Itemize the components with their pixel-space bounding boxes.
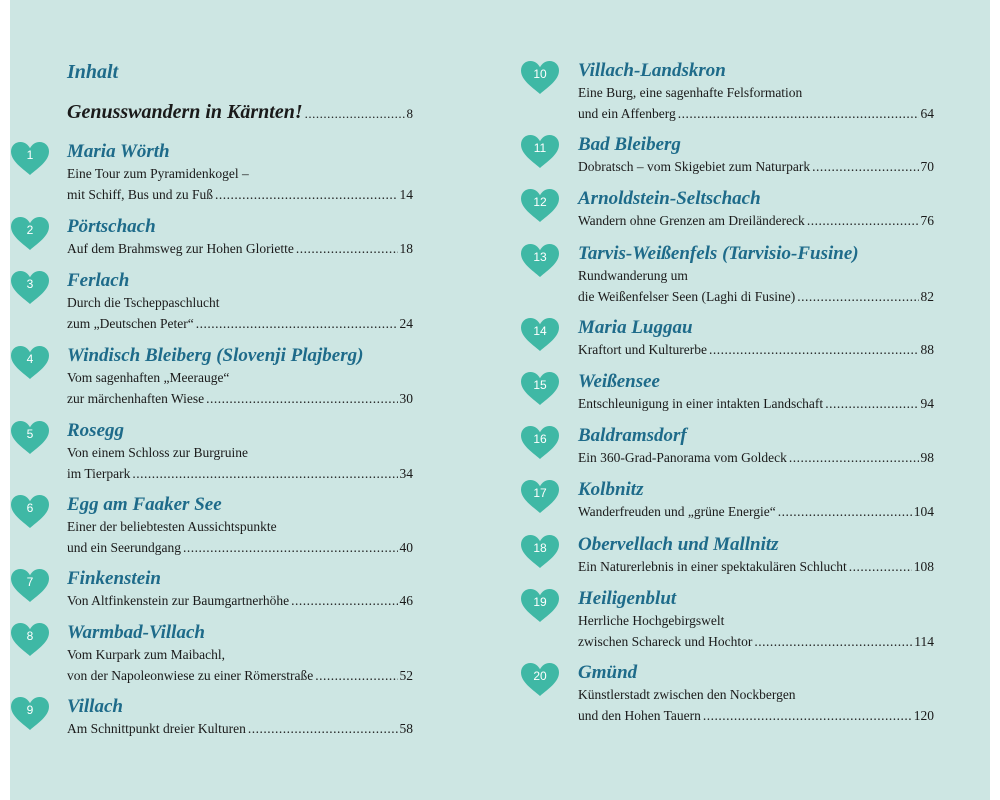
heart-icon [520,534,560,570]
entry-page-number: 104 [913,504,934,519]
entry-content [578,662,934,726]
entry-description-line: Künstlerstadt zwischen den Nockbergen [578,687,796,702]
entry-description [578,210,934,231]
entry-page-number: 94 [920,396,934,411]
entry-content [67,420,413,484]
entry-page-line [578,556,934,577]
entry-content [578,60,934,124]
heart-icon [520,188,560,224]
entry-page-line [67,313,413,334]
heart-icon [520,425,560,461]
entry-number: 17 [533,486,547,500]
entry-content [578,534,934,577]
entry-content [578,188,934,231]
entry-description-line: Ein 360-Grad-Panorama vom Goldeck [578,450,787,465]
entry-description-line: Eine Burg, eine sagenhafte Felsformation [578,85,803,100]
leader-dots [807,210,919,231]
entry-description-line: im Tierpark [67,466,131,481]
entry-content [67,696,413,739]
heart-icon [10,420,50,456]
entry-number: 5 [26,427,34,441]
heart-icon [520,662,560,698]
leader-dots [196,313,398,334]
entry-description [578,156,934,177]
entry-content [578,479,934,522]
entry-page-number: 18 [399,241,413,256]
entry-content [578,317,934,360]
entry-description-line: Kraftort und Kulturerbe [578,342,707,357]
entry-number: 4 [26,352,34,366]
heart-icon [10,345,50,381]
heart-icon [10,216,50,252]
entry-content [578,243,934,307]
entry-content [67,568,413,611]
entry-title[interactable]: Warmbad-Villach [67,622,205,643]
entry-description-line: Entschleunigung in einer intakten Landschaft [578,396,824,411]
entry-description [67,590,413,611]
intro-title: Genusswandern in Kärnten! [67,101,303,123]
entry-title[interactable]: Tarvis-Weißenfels (Tarvisio-Fusine) [578,243,859,264]
leader-dots [709,339,919,360]
leader-dots [291,590,397,611]
entry-description-line: Von einem Schloss zur Burgruine [67,445,248,460]
leader-dots [703,705,912,726]
entry-number: 15 [533,378,547,392]
leader-dots [797,286,918,307]
entry-page-line [578,339,934,360]
entry-content [67,216,413,259]
entry-description [578,501,934,522]
heart-icon [10,270,50,306]
entry-title[interactable]: Kolbnitz [578,479,644,500]
heart-icon [520,479,560,515]
leader-dots [825,393,918,414]
entry-page-line [67,238,413,259]
entry-page-line [67,665,413,686]
entry-title[interactable]: Finkenstein [67,568,161,589]
leader-dots [778,501,912,522]
entry-description [578,82,934,124]
entry-page-number: 114 [914,634,934,649]
entry-page-line [578,210,934,231]
heart-icon [10,696,50,732]
entry-number: 9 [26,703,34,717]
entry-title[interactable]: Egg am Faaker See [67,494,222,515]
entry-page-line [578,286,934,307]
entry-description-line: zwischen Schareck und Hochtor [578,634,753,649]
entry-description-line: zum „Deutschen Peter“ [67,316,194,331]
entry-description [578,393,934,414]
entry-description [578,684,934,726]
entry-title[interactable]: Obervellach und Mallnitz [578,534,779,555]
heart-icon [520,243,560,279]
entry-page-number: 88 [920,342,934,357]
toc-page [10,0,990,800]
entry-page-number: 76 [920,213,934,228]
leader-dots [132,463,397,484]
entry-description [578,447,934,468]
entry-page-number: 30 [399,391,413,406]
leader-dots [248,718,398,739]
entry-page-number: 34 [399,466,413,481]
entry-description [67,442,413,484]
entry-page-line [578,501,934,522]
entry-title[interactable]: Rosegg [67,420,124,441]
entry-description-line: mit Schiff, Bus und zu Fuß [67,187,214,202]
entry-description-line: Durch die Tscheppaschlucht [67,295,220,310]
entry-page-number: 52 [399,668,413,683]
heart-icon [10,568,50,604]
entry-description [67,644,413,686]
leader-dots [849,556,912,577]
entry-page-number: 14 [399,187,413,202]
entry-number: 8 [26,629,34,643]
entry-number: 3 [26,277,34,291]
entry-title[interactable]: Bad Bleiberg [578,134,681,155]
entry-page-line [67,184,413,205]
entry-description-line: Einer der beliebtesten Aussichtspunkte [67,519,277,534]
leader-dots [754,631,912,652]
entry-page-line [578,393,934,414]
entry-content [67,494,413,558]
entry-page-number: 58 [399,721,413,736]
entry-description-line: Herrliche Hochgebirgswelt [578,613,725,628]
entry-title[interactable]: Maria Wörth [67,141,170,162]
toc-intro-entry[interactable] [67,100,413,126]
leader-dots [296,238,398,259]
entry-description-line: und den Hohen Tauern [578,708,701,723]
entry-title[interactable]: Ferlach [67,270,130,291]
entry-description [67,718,413,739]
entry-page-number: 40 [399,540,413,555]
entry-number: 10 [533,67,547,81]
entry-page-number: 64 [920,106,934,121]
entry-description-line: Ein Naturerlebnis in einer spektakulären Schlucht [578,559,847,574]
intro-page: 8 [406,106,413,121]
entry-description-line: zur märchenhaften Wiese [67,391,205,406]
entry-content [578,371,934,414]
entry-description [67,238,413,259]
entry-content [578,588,934,652]
entry-description [578,556,934,577]
entry-page-line [578,631,934,652]
entry-number: 1 [26,148,34,162]
entry-description [67,292,413,334]
entry-number: 20 [533,669,547,683]
entry-number: 13 [533,250,547,264]
entry-page-line [67,388,413,409]
entry-number: 18 [533,541,547,555]
leader-dots [315,665,397,686]
entry-title[interactable]: Heiligenblut [578,588,677,609]
entry-description-line: Von Altfinkenstein zur Baumgartnerhöhe [67,593,290,608]
entry-title[interactable]: Villach-Landskron [578,60,726,81]
entry-page-line [578,103,934,124]
entry-title[interactable]: Arnoldstein-Seltschach [578,188,761,209]
entry-description [67,163,413,205]
entry-title[interactable]: Windisch Bleiberg (Slovenji Plajberg) [67,345,364,366]
entry-number: 7 [26,575,34,589]
entry-number: 14 [533,324,547,338]
entry-title[interactable]: Pörtschach [67,216,156,237]
entry-description-line: die Weißenfelser Seen (Laghi di Fusine) [578,289,796,304]
entry-description [67,367,413,409]
leader-dots [183,537,398,558]
entry-content [67,622,413,686]
entry-number: 16 [533,432,547,446]
entry-number: 19 [533,595,547,609]
entry-content [67,345,413,409]
entry-page-number: 120 [913,708,934,723]
entry-page-number: 24 [399,316,413,331]
leader-dots [678,103,919,124]
entry-page-number: 70 [920,159,934,174]
heart-icon [10,494,50,530]
heart-icon [520,588,560,624]
entry-description-line: Auf dem Brahmsweg zur Hohen Gloriette [67,241,294,256]
entry-title[interactable]: Weißensee [578,371,660,392]
entry-description [578,610,934,652]
entry-page-line [578,705,934,726]
entry-description-line: Wanderfreuden und „grüne Energie“ [578,504,776,519]
entry-page-line [67,463,413,484]
entry-number: 11 [533,141,547,155]
entry-description-line: von der Napoleonwiese zu einer Römerstraße [67,668,314,683]
entry-page-line [67,718,413,739]
entry-title[interactable]: Maria Luggau [578,317,693,338]
entry-content [578,425,934,468]
entry-content [67,141,413,205]
leader-dots [305,102,405,126]
entry-page-line [578,447,934,468]
entry-description-line: Vom sagenhaften „Meerauge“ [67,370,230,385]
heart-icon [520,317,560,353]
entry-content [578,134,934,177]
entry-description-line: und ein Affenberg [578,106,676,121]
entry-number: 2 [26,223,34,237]
heart-icon [10,622,50,658]
entry-description-line: Am Schnittpunkt dreier Kulturen [67,721,246,736]
leader-dots [789,447,919,468]
entry-number: 12 [533,195,547,209]
entry-content [67,270,413,334]
entry-description-line: Rundwanderung um [578,268,688,283]
entry-page-number: 98 [920,450,934,465]
heart-icon [10,141,50,177]
entry-description-line: Wandern ohne Grenzen am Dreiländereck [578,213,805,228]
entry-description-line: Vom Kurpark zum Maibachl, [67,647,225,662]
leader-dots [215,184,397,205]
entry-title[interactable]: Villach [67,696,123,717]
heart-icon [520,134,560,170]
entry-description [578,339,934,360]
entry-page-line [67,537,413,558]
entry-page-line [67,590,413,611]
entry-number: 6 [26,501,34,515]
entry-page-line [578,156,934,177]
heart-icon [520,371,560,407]
entry-page-number: 108 [913,559,934,574]
toc-heading: Inhalt [67,61,119,83]
entry-page-number: 46 [399,593,413,608]
entry-title[interactable]: Gmünd [578,662,638,683]
leader-dots [206,388,397,409]
entry-title[interactable]: Baldramsdorf [578,425,687,446]
heart-icon [520,60,560,96]
entry-page-number: 82 [920,289,934,304]
leader-dots [812,156,918,177]
entry-description-line: und ein Seerundgang [67,540,181,555]
entry-description [67,516,413,558]
entry-description-line: Dobratsch – vom Skigebiet zum Naturpark [578,159,811,174]
entry-description [578,265,934,307]
entry-description-line: Eine Tour zum Pyramidenkogel – [67,166,249,181]
